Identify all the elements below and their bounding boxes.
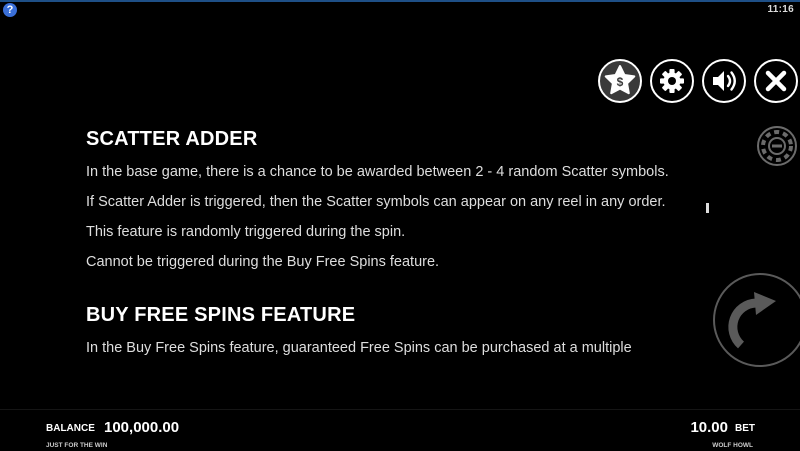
paragraph: If Scatter Adder is triggered, then the Scatter symbols can appear on any reel in any order.	[86, 194, 666, 210]
rules-panel[interactable]	[86, 128, 696, 408]
sound-button[interactable]	[702, 59, 746, 103]
svg-text:$: $	[616, 75, 624, 89]
speaker-icon	[704, 61, 744, 101]
balance-value: 100,000.00	[104, 419, 180, 436]
section-title: SCATTER ADDER	[86, 128, 258, 150]
section-title: BUY FREE SPINS FEATURE	[86, 304, 356, 326]
paragraph: Cannot be triggered during the Buy Free Spins feature.	[86, 254, 440, 270]
bottom-divider	[0, 409, 800, 410]
bet-chip-button[interactable]	[755, 124, 799, 168]
question-icon: ?	[6, 4, 14, 16]
bet-value: 10.00	[690, 419, 728, 436]
help-button[interactable]	[3, 3, 17, 17]
paragraph: In the base game, there is a chance to be awarded between 2 - 4 random Scatter symbols.	[86, 164, 669, 180]
gear-icon	[652, 61, 692, 101]
chip-icon	[755, 124, 799, 168]
close-button[interactable]	[754, 59, 798, 103]
star-dollar-icon	[600, 61, 640, 101]
scatter-adder-section	[86, 128, 696, 271]
clock: 11:16	[767, 4, 794, 15]
buy-feature-button[interactable]	[598, 59, 642, 103]
bet-label: BET	[735, 423, 755, 434]
balance-label: BALANCE	[46, 423, 95, 434]
game-name: WOLF HOWL	[712, 442, 753, 449]
paragraph: In the Buy Free Spins feature, guaranteed Free Spins can be purchased at a multiple	[86, 340, 632, 356]
paragraph: This feature is randomly triggered during the spin.	[86, 224, 406, 240]
close-icon	[756, 61, 796, 101]
studio-name: JUST FOR THE WIN	[46, 442, 108, 449]
spin-button[interactable]	[708, 268, 800, 372]
settings-button[interactable]	[650, 59, 694, 103]
top-strip	[0, 0, 800, 2]
scrollbar-thumb[interactable]	[706, 203, 709, 213]
buy-free-spins-section	[86, 304, 696, 357]
spin-arrow-icon	[708, 268, 800, 372]
